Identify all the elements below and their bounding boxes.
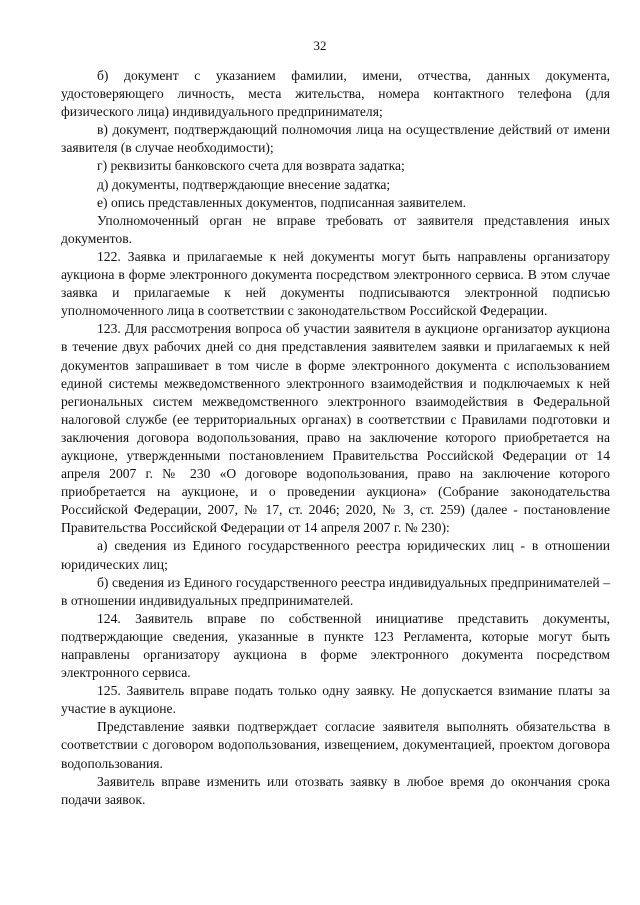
- paragraph-clause-124: 124. Заявитель вправе по собственной инициативе представить документы, подтверждающие сведения, указанные в пункте 123 Регламента, которые могут быть направлены организатору аукциона в форме электронного документа посредством электронного сервиса.: [61, 610, 610, 681]
- paragraph-application-withdrawal: Заявитель вправе изменить или отозвать заявку в любое время до окончания срока подачи заявок.: [61, 773, 610, 807]
- paragraph-item-b-entrepreneurs: б) сведения из Единого государственного реестра индивидуальных предпринимателей – в отношении индивидуальных предпринимателей.: [61, 574, 610, 608]
- paragraph-clause-125: 125. Заявитель вправе подать только одну заявку. Не допускается взимание платы за участие в аукционе.: [61, 683, 610, 717]
- paragraph-item-b-applicant-identity: б) документ с указанием фамилии, имени, отчества, данных документа, удостоверяющего личность, места жительства, номера контактного телефона (для физического лица) индивидуального предпринимателя;: [61, 68, 610, 120]
- paragraph-item-g-bank-details: г) реквизиты банковского счета для возврата задатка;: [97, 158, 405, 174]
- paragraph-clause-122: 122. Заявка и прилагаемые к ней документы могут быть направлены организатору аукциона в форме электронного документа посредством электронного сервиса. В этом случае заявка и прилагаемые к ней документы подписываются электронной подписью уполномоченного лица в соответствии с законодательством Российской Федерации.: [61, 248, 610, 319]
- paragraph-application-consent: Представление заявки подтверждает согласие заявителя выполнять обязательства в соответствии с договором водопользования, извещением, документацией, проектом договора водопользования.: [61, 719, 610, 771]
- paragraph-item-v-authority-document: в) документ, подтверждающий полномочия лица на осуществление действий от имени заявителя (в случае необходимости);: [61, 122, 610, 156]
- paragraph-item-e-document-inventory: е) опись представленных документов, подписанная заявителем.: [97, 194, 467, 210]
- page-number: 32: [313, 38, 327, 53]
- paragraph-item-d-deposit-documents: д) документы, подтверждающие внесение задатка;: [97, 176, 391, 192]
- document-body: [61, 67, 610, 809]
- paragraph-item-a-legal-entities: а) сведения из Единого государственного реестра юридических лиц - в отношении юридических лиц;: [61, 538, 610, 572]
- paragraph-clause-123: 123. Для рассмотрения вопроса об участии заявителя в аукционе организатор аукциона в течение двух рабочих дней со дня представления заявителем заявки и прилагаемых к ней документов запрашивает в том числе в форме электронного документа с использованием единой системы межведомственного электронного взаимодействия и подключаемых к ней региональных систем межведомственного электронного взаимодействия в Федеральной налоговой службе (ее территориальных органах) в соответствии с Правилами подготовки и заключения договора водопользования, право на заключение которого приобретается на аукционе, утвержденными постановлением Правительства Российской Федерации от 14 апреля 2007 г. № 230 «О договоре водопользования, право на заключение которого приобретается на аукционе, и о проведении аукциона» (Собрание законодательства Российской Федерации, 2007, № 17, ст. 2046; 2020, № 3, ст. 259) (далее - постановление Правительства Российской Федерации от 14 апреля 2007 г. № 230):: [61, 321, 610, 536]
- paragraph-authority-restriction: Уполномоченный орган не вправе требовать от заявителя представления иных документов.: [61, 212, 610, 246]
